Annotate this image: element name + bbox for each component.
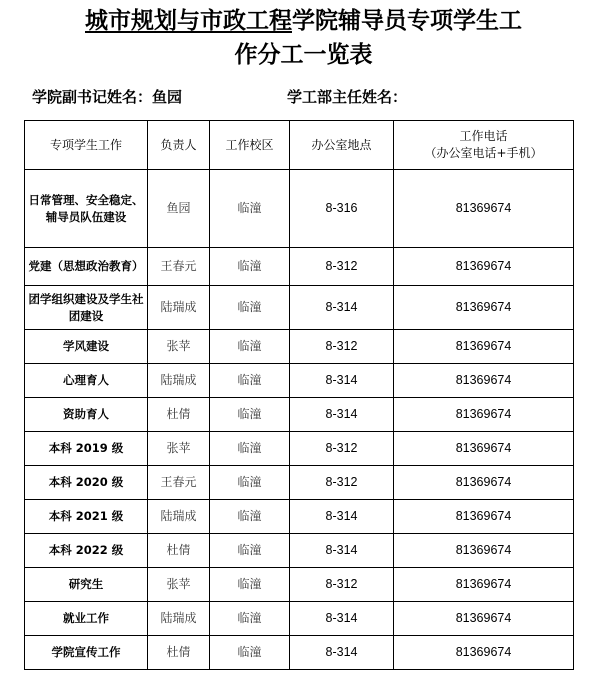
cell-phone: 81369674	[394, 330, 574, 364]
cell-phone: 81369674	[394, 636, 574, 670]
cell-campus: 临潼	[210, 398, 290, 432]
cell-person: 张苹	[148, 330, 210, 364]
cell-work: 研究生	[25, 568, 148, 602]
cell-campus: 临潼	[210, 636, 290, 670]
cell-office: 8-312	[290, 466, 394, 500]
table-row	[25, 534, 574, 568]
cell-work: 本科 2022 级	[25, 534, 148, 568]
cell-office: 8-314	[290, 602, 394, 636]
cell-office: 8-314	[290, 364, 394, 398]
cell-person: 陆瑞成	[148, 500, 210, 534]
cell-phone: 81369674	[394, 286, 574, 330]
cell-office: 8-312	[290, 248, 394, 286]
cell-office: 8-312	[290, 330, 394, 364]
cell-phone: 81369674	[394, 432, 574, 466]
cell-campus: 临潼	[210, 248, 290, 286]
cell-phone: 81369674	[394, 364, 574, 398]
cell-work: 本科 2019 级	[25, 432, 148, 466]
cell-work: 资助育人	[25, 398, 148, 432]
cell-work: 学风建设	[25, 330, 148, 364]
table-row	[25, 248, 574, 286]
cell-person: 陆瑞成	[148, 602, 210, 636]
cell-work: 学院宣传工作	[25, 636, 148, 670]
cell-phone: 81369674	[394, 248, 574, 286]
table-row	[25, 398, 574, 432]
deputy-secretary-name: 鱼园	[152, 88, 183, 106]
table-row	[25, 602, 574, 636]
table-row	[25, 500, 574, 534]
cell-work: 本科 2020 级	[25, 466, 148, 500]
cell-campus: 临潼	[210, 602, 290, 636]
table-row	[25, 330, 574, 364]
cell-person: 张苹	[148, 568, 210, 602]
cell-campus: 临潼	[210, 568, 290, 602]
title-line-1	[0, 4, 607, 38]
cell-phone: 81369674	[394, 500, 574, 534]
deputy-secretary-line	[32, 86, 182, 107]
cell-office: 8-314	[290, 398, 394, 432]
cell-person: 陆瑞成	[148, 286, 210, 330]
title-part-underlined: 城市规划与市政工程	[85, 7, 292, 34]
cell-campus: 临潼	[210, 364, 290, 398]
cell-office: 8-314	[290, 500, 394, 534]
cell-office: 8-312	[290, 432, 394, 466]
cell-campus: 临潼	[210, 466, 290, 500]
cell-work: 日常管理、安全稳定、辅导员队伍建设	[25, 170, 148, 248]
cell-phone: 81369674	[394, 466, 574, 500]
table-row	[25, 466, 574, 500]
cell-campus: 临潼	[210, 500, 290, 534]
cell-office: 8-314	[290, 636, 394, 670]
table-header-row	[25, 121, 574, 170]
cell-work: 就业工作	[25, 602, 148, 636]
cell-campus: 临潼	[210, 170, 290, 248]
cell-phone: 81369674	[394, 398, 574, 432]
table-row	[25, 170, 574, 248]
assignment-table	[24, 120, 574, 670]
header-work: 专项学生工作	[25, 121, 148, 170]
header-person: 负责人	[148, 121, 210, 170]
header-phone-line1: 工作电话	[459, 129, 508, 143]
header-phone	[394, 121, 574, 170]
cell-person: 张苹	[148, 432, 210, 466]
cell-work: 团学组织建设及学生社团建设	[25, 286, 148, 330]
cell-work: 党建（思想政治教育）	[25, 248, 148, 286]
document-title	[0, 4, 607, 72]
cell-person: 陆瑞成	[148, 364, 210, 398]
table-body	[25, 170, 574, 670]
student-affairs-head-label: 学工部主任姓名：	[287, 88, 408, 106]
cell-campus: 临潼	[210, 534, 290, 568]
cell-person: 杜倩	[148, 636, 210, 670]
cell-office: 8-314	[290, 286, 394, 330]
cell-phone: 81369674	[394, 534, 574, 568]
cell-person: 杜倩	[148, 534, 210, 568]
cell-office: 8-314	[290, 534, 394, 568]
header-office: 办公室地点	[290, 121, 394, 170]
cell-person: 鱼园	[148, 170, 210, 248]
cell-phone: 81369674	[394, 602, 574, 636]
table-row	[25, 286, 574, 330]
cell-person: 王春元	[148, 248, 210, 286]
cell-campus: 临潼	[210, 432, 290, 466]
cell-person: 王春元	[148, 466, 210, 500]
title-part-rest: 学院辅导员专项学生工	[292, 7, 522, 34]
cell-office: 8-316	[290, 170, 394, 248]
cell-phone: 81369674	[394, 170, 574, 248]
title-line-2: 作分工一览表	[234, 41, 373, 68]
student-affairs-head-line	[287, 86, 407, 107]
table-row	[25, 364, 574, 398]
cell-campus: 临潼	[210, 330, 290, 364]
cell-office: 8-312	[290, 568, 394, 602]
table-row	[25, 432, 574, 466]
table-row	[25, 568, 574, 602]
deputy-secretary-label: 学院副书记姓名：	[32, 88, 153, 106]
header-campus: 工作校区	[210, 121, 290, 170]
header-phone-line2: （办公室电话+手机）	[424, 146, 543, 160]
cell-work: 本科 2021 级	[25, 500, 148, 534]
table-row	[25, 636, 574, 670]
cell-work: 心理育人	[25, 364, 148, 398]
cell-phone: 81369674	[394, 568, 574, 602]
cell-person: 杜倩	[148, 398, 210, 432]
cell-campus: 临潼	[210, 286, 290, 330]
